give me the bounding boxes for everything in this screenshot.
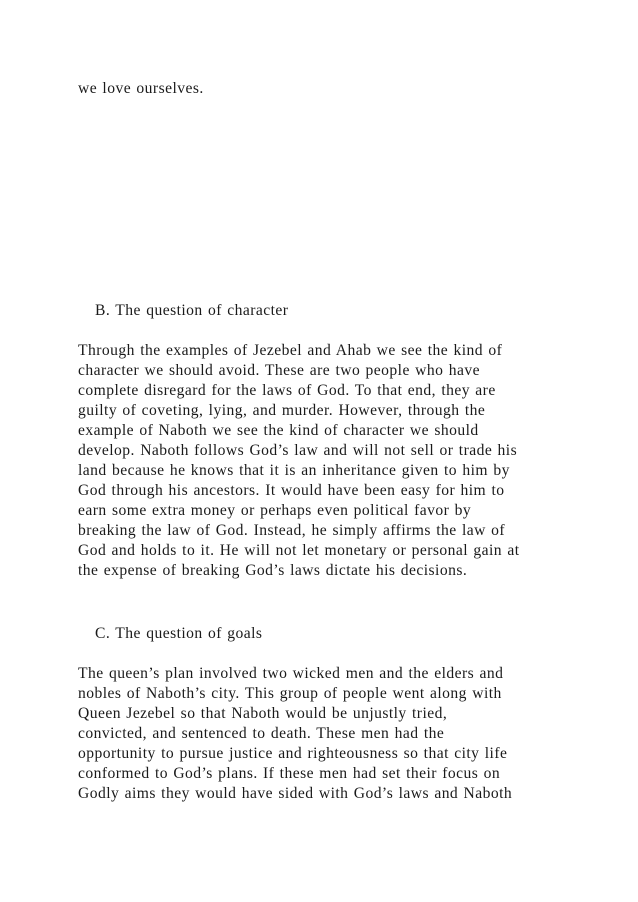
paragraph-line: the expense of breaking God’s laws dictate his decisions.: [78, 562, 468, 579]
section-c-heading: C. The question of goals: [95, 625, 263, 642]
paragraph-line: God through his ancestors. It would have been easy for him to: [78, 482, 505, 499]
paragraph-line: breaking the law of God. Instead, he simply affirms the law of: [78, 522, 506, 539]
paragraph-line: develop. Naboth follows God’s law and will not sell or trade his: [78, 442, 518, 459]
paragraph-line: earn some extra money or perhaps even political favor by: [78, 502, 472, 519]
paragraph-line: example of Naboth we see the kind of character we should: [78, 422, 479, 439]
paragraph-line: Through the examples of Jezebel and Ahab we see the kind of: [78, 342, 503, 359]
paragraph-line: God and holds to it. He will not let monetary or personal gain at: [78, 542, 520, 559]
paragraph-line: complete disregard for the laws of God. To that end, they are: [78, 382, 496, 399]
paragraph-line: guilty of coveting, lying, and murder. However, through the: [78, 402, 486, 419]
paragraph-line: conformed to God’s plans. If these men had set their focus on: [78, 765, 501, 782]
paragraph-line: Godly aims they would have sided with God’s laws and Naboth: [78, 785, 513, 802]
paragraph-line: land because he knows that it is an inheritance given to him by: [78, 462, 510, 479]
paragraph-line: The queen’s plan involved two wicked men and the elders and: [78, 665, 504, 682]
paragraph-line: convicted, and sentenced to death. These men had the: [78, 725, 445, 742]
paragraph-line: character we should avoid. These are two people who have: [78, 362, 480, 379]
section-b-heading: B. The question of character: [95, 302, 289, 319]
paragraph-line: opportunity to pursue justice and righteousness so that city life: [78, 745, 508, 762]
paragraph-line: Queen Jezebel so that Naboth would be unjustly tried,: [78, 705, 448, 722]
paragraph-line: nobles of Naboth’s city. This group of people went along with: [78, 685, 502, 702]
opening-line: we love ourselves.: [78, 80, 204, 97]
